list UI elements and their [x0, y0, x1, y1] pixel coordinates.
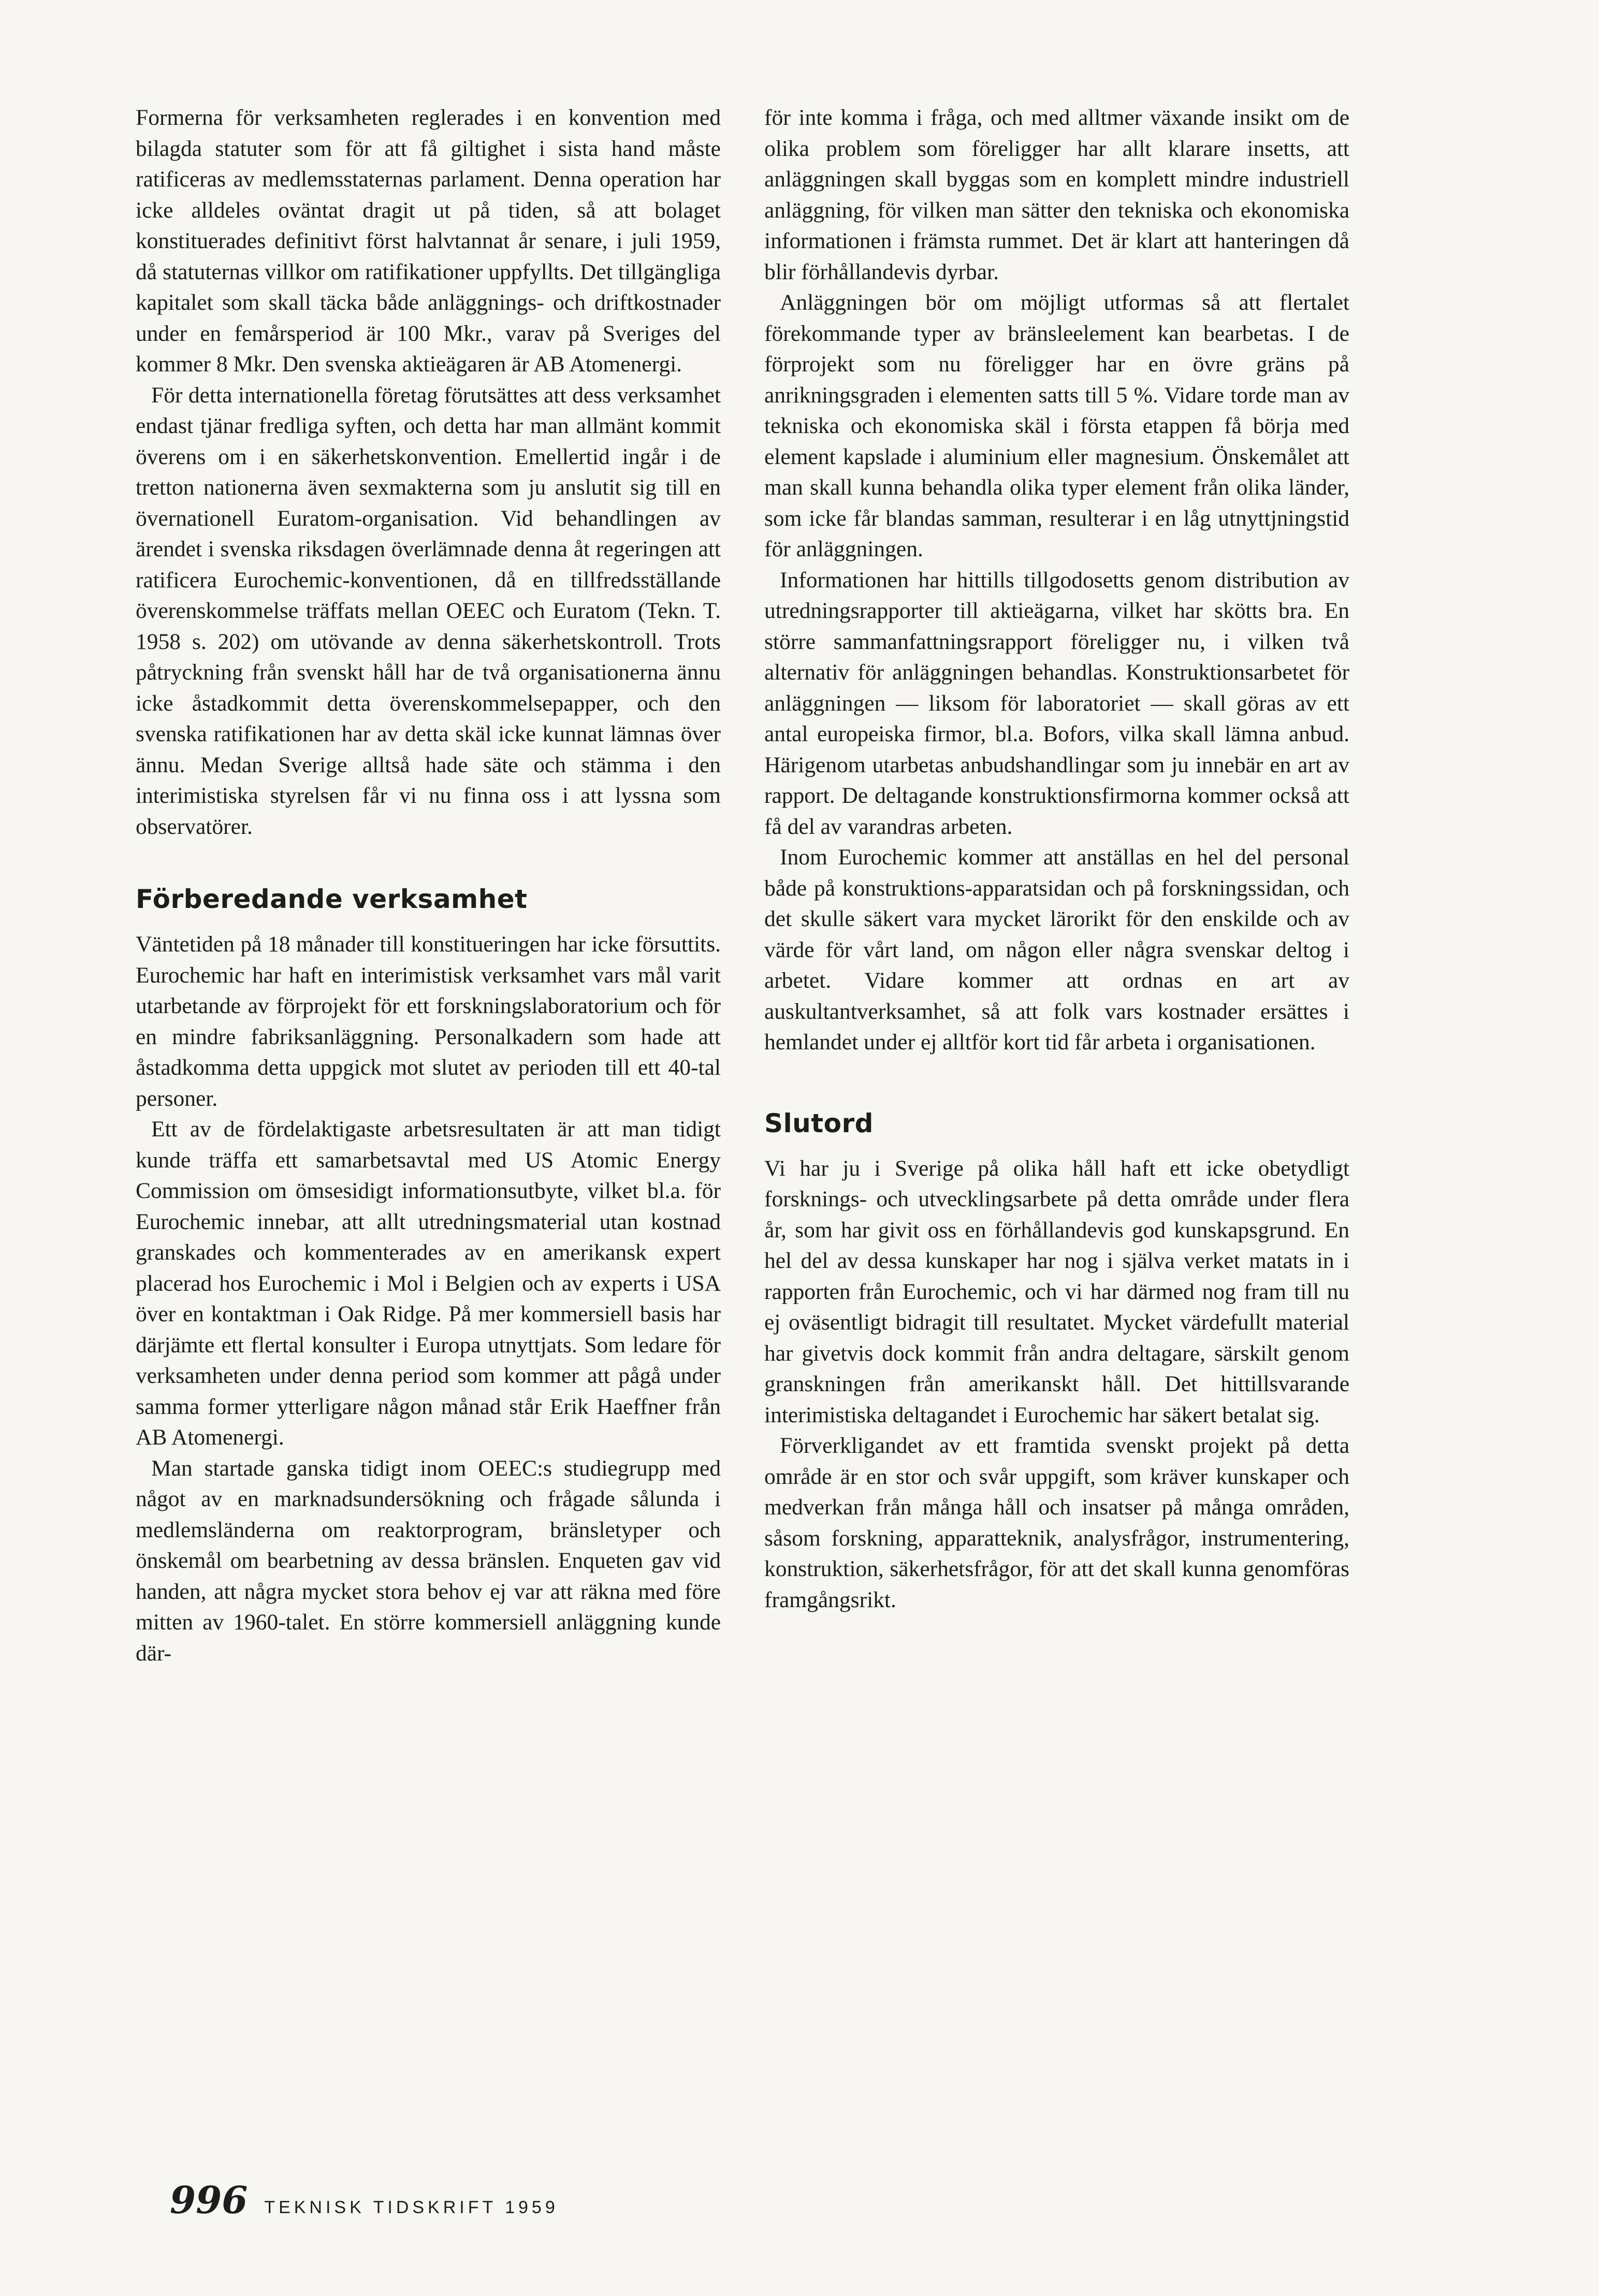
body-paragraph: Förverkligandet av ett framtida svenskt projekt på detta område är en stor och svår uppgift, som kräver kunskaper och medverkan från många håll och insatser på många områden, såsom forskning, apparatteknik, analysfrågor, instrumentering, konstruktion, säkerhetsfrågor, för att det skall kunna genomföras framgångsrikt. — [764, 1433, 1349, 1612]
right-column — [764, 103, 1349, 1615]
body-paragraph: Ett av de fördelaktigaste arbetsresultaten är att man tidigt kunde träffa ett samarbetsavtal med US Atomic Energy Commission om ömsesidigt informationsutbyte, vilket bl.a. för Eurochemic innebar, att allt utredningsmaterial utan kostnad granskades och kommenterades av en amerikansk expert placerad hos Eurochemic i Mol i Belgien och av experts i USA över en kontaktman i Oak Ridge. På mer kommersiell basis har därjämte ett flertal konsulter i Europa utnyttjats. Som ledare för verksamheten under denna period som kommer att pågå under samma former ytterligare någon månad står Erik Haeffner från AB Atomenergi. — [136, 1117, 721, 1450]
page-number: 996 — [170, 2178, 248, 2222]
section-heading-forberedande: Förberedande verksamhet — [136, 884, 528, 914]
body-paragraph: Väntetiden på 18 månader till konstitueringen har icke försuttits. Eurochemic har haft en interimistisk verksamhet vars mål varit utarbetande av förprojekt för ett forskningslaboratorium och för en mindre fabriksanläggning. Personalkadern som hade att åstadkomma detta uppgick mot slutet av perioden till ett 40-tal personer. — [136, 932, 721, 1111]
section-heading-slutord: Slutord — [764, 1108, 874, 1138]
body-paragraph: Vi har ju i Sverige på olika håll haft ett icke obetydligt forsknings- och utvecklingsarbete på detta område under flera år, som har givit oss en förhållandevis god kunskapsgrund. En hel del av dessa kunskaper har nog i själva verket matats in i rapporten från Eurochemic, och vi har därmed nog fram till nu ej oväsentligt bidragit till resultatet. Mycket värdefullt material har givetvis dock kommit från andra deltagare, särskilt genom granskningen från amerikanskt håll. Det hittillsvarande interimistiska deltagandet i Eurochemic har säkert betalat sig. — [764, 1156, 1349, 1427]
body-paragraph: För detta internationella företag förutsättes att dess verksamhet endast tjänar fredliga syften, och detta har man allmänt kommit överens om i en säkerhetskonvention. Emellertid ingår i de tretton nationerna även sexmakterna som ju anslutit sig till en övernationell Euratom-organisation. Vid behandlingen av ärendet i svenska riksdagen överlämnade denna åt regeringen att ratificera Eurochemic-konventionen, då en tillfredsställande överenskommelse träffats mellan OEEC och Euratom (Tekn. T. 1958 s. 202) om utövande av denna säkerhetskontroll. Trots påtryckning från svenskt håll har de två organisationerna ännu icke åstadkommit detta överenskommelsepapper, och den svenska ratifikationen har av detta skäl icke kunnat lämnas över ännu. Medan Sverige alltså hade säte och stämma i den interimistiska styrelsen får vi nu finna oss i att lyssna som observatörer. — [136, 382, 721, 839]
body-paragraph: Man startade ganska tidigt inom OEEC:s studiegrupp med något av en marknadsundersökning och frågade sålunda i medlemsländerna om reaktorprogram, bränsletyper och önskemål om bearbetning av dessa bränslen. Enqueten gav vid handen, att några mycket stora behov ej var att räkna med före mitten av 1960-talet. En större kommersiell anläggning kunde där- — [136, 1455, 721, 1666]
body-paragraph: för inte komma i fråga, och med alltmer växande insikt om de olika problem som föreligger har allt klarare insetts, att anläggningen skall byggas som en komplett mindre industriell anläggning, för vilken man sätter den tekniska och ekonomiska informationen i främsta rummet. Det är klart att hanteringen då blir förhållandevis dyrbar. — [764, 105, 1349, 284]
body-paragraph: Formerna för verksamheten reglerades i en konvention med bilagda statuter som för att få giltighet i sista hand måste ratificeras av medlemsstaternas parlament. Denna operation har icke alldeles oväntat dragit ut på tiden, så att bolaget konstituerades definitivt först halvtannat år senare, i juli 1959, då statuternas villkor om ratifikationer uppfyllts. Det tillgängliga kapitalet som skall täcka både anläggnings- och driftkostnader under en femårsperiod är 100 Mkr., varav på Sveriges del kommer 8 Mkr. Den svenska aktieägaren är AB Atomenergi. — [136, 105, 721, 377]
body-paragraph: Anläggningen bör om möjligt utformas så att flertalet förekommande typer av bränsleelement kan bearbetas. I de förprojekt som nu föreligger har en övre gräns på anrikningsgraden i elementen satts till 5 %. Vidare torde man av tekniska och ekonomiska skäl i första etappen få börja med element kapslade i aluminium eller magnesium. Önskemålet att man skall kunna behandla olika typer element från olika länder, som icke får blandas samman, resulterar i en låg utnyttjningstid för anläggningen. — [764, 290, 1349, 561]
body-paragraph: Inom Eurochemic kommer att anställas en hel del personal både på konstruktions-apparatsidan och på forskningssidan, och det skulle säkert vara mycket lärorikt för den enskilde och av värde för vårt land, om någon eller några svenskar deltog i arbetet. Vidare kommer att ordnas en art av auskultantverksamhet, så att folk vars kostnader ersättes i hemlandet under ej alltför kort tid får arbeta i organisationen. — [764, 845, 1349, 1055]
body-paragraph: Informationen har hittills tillgodosetts genom distribution av utredningsrapporter till aktieägarna, vilket har skötts bra. En större sammanfattningsrapport föreligger nu, i vilken två alternativ för anläggningen behandlas. Konstruktionsarbetet för anläggningen — liksom för laboratoriet — skall göras av ett antal europeiska firmor, bl.a. Bofors, vilka skall lämna anbud. Härigenom utarbetas anbudshandlingar som ju innebär en art av rapport. De deltagande konstruktionsfirmorna kommer också att få del av varandras arbeten. — [764, 567, 1349, 839]
journal-title: TEKNISK TIDSKRIFT 1959 — [264, 2198, 559, 2217]
left-column — [136, 103, 721, 1669]
page-footer — [170, 2178, 559, 2222]
